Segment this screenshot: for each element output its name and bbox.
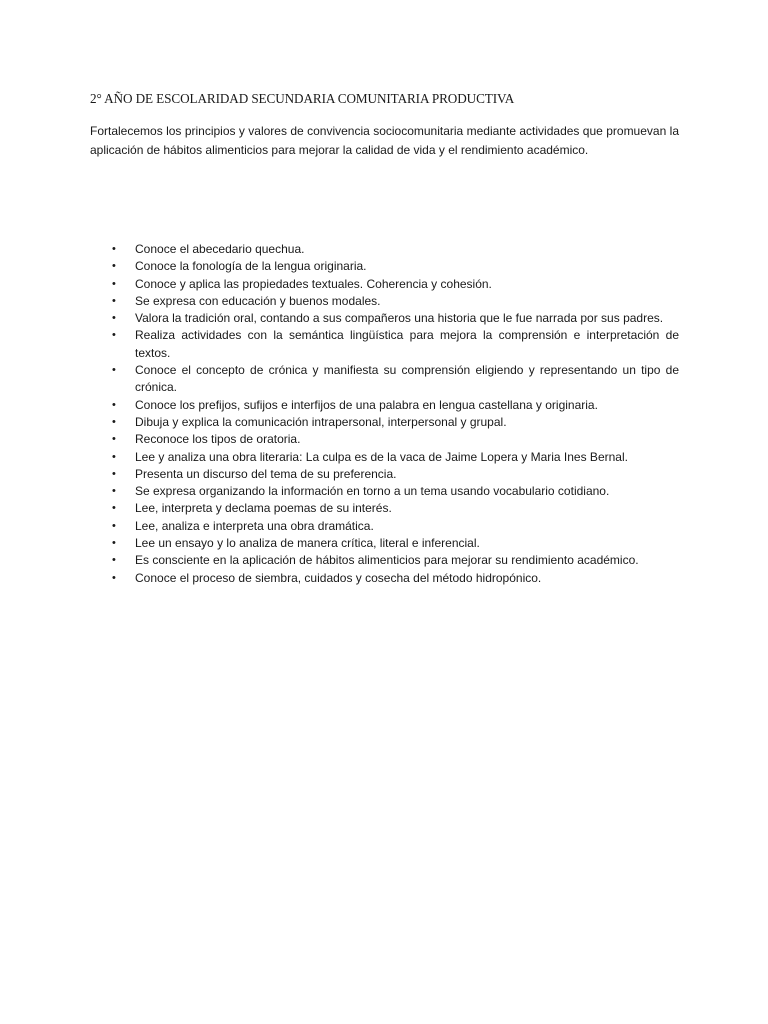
list-item [90, 258, 679, 275]
bullet-icon: • [112, 554, 116, 567]
list-item-text: Conoce el concepto de crónica y manifiesta su comprensión eligiendo y representando un tipo de crónica. [135, 363, 679, 395]
list-item [90, 449, 679, 466]
bullet-icon: • [112, 294, 116, 307]
list-item-text: Lee, analiza e interpreta una obra dramática. [135, 518, 374, 533]
bullet-icon: • [112, 277, 116, 290]
list-item-text: Dibuja y explica la comunicación intrapersonal, interpersonal y grupal. [135, 414, 507, 429]
bullet-icon: • [112, 485, 116, 498]
bullet-icon: • [112, 502, 116, 515]
list-item [90, 241, 679, 258]
bullet-icon: • [112, 364, 116, 377]
list-item-text: Conoce el abecedario quechua. [135, 242, 305, 256]
list-item [90, 362, 679, 397]
list-item-text: Conoce el proceso de siembra, cuidados y cosecha del método hidropónico. [135, 570, 542, 585]
list-item-text: Lee y analiza una obra literaria: La culpa es de la vaca de Jaime Lopera y Maria Ines Bernal. [135, 449, 628, 464]
list-item-text: Conoce la fonología de la lengua originaria. [135, 259, 367, 274]
list-item-text: Realiza actividades con la semántica lingüística para mejora la comprensión e interpretación de textos. [135, 328, 679, 360]
list-item [90, 500, 679, 517]
bullet-icon: • [112, 537, 116, 550]
bullet-icon: • [112, 329, 116, 342]
bullet-icon: • [112, 519, 116, 532]
list-item-text: Presenta un discurso del tema de su preferencia. [135, 466, 397, 481]
list-item [90, 483, 679, 500]
list-item-text: Valora la tradición oral, contando a sus compañeros una historia que le fue narrada por sus padres. [135, 311, 664, 326]
list-item-text: Lee un ensayo y lo analiza de manera crítica, literal e inferencial. [135, 536, 480, 551]
list-item-text: Lee, interpreta y declama poemas de su interés. [135, 501, 392, 516]
bullet-icon: • [112, 243, 116, 255]
list-item-text: Se expresa organizando la información en torno a un tema usando vocabulario cotidiano. [135, 484, 610, 499]
list-item-text: Conoce los prefijos, sufijos e interfijos de una palabra en lengua castellana y originaria. [135, 397, 598, 412]
list-item-text: Conoce y aplica las propiedades textuales. Coherencia y cohesión. [135, 276, 492, 291]
list-item [90, 293, 679, 310]
list-item [90, 431, 679, 448]
list-item [90, 535, 679, 552]
list-item [90, 552, 679, 569]
list-item [90, 570, 679, 587]
bullet-icon: • [112, 467, 116, 480]
list-item [90, 310, 679, 327]
list-item-text: Es consciente en la aplicación de hábitos alimenticios para mejorar su rendimiento académico. [135, 553, 639, 568]
list-item-text: Reconoce los tipos de oratoria. [135, 432, 301, 447]
document-heading: 2° AÑO DE ESCOLARIDAD SECUNDARIA COMUNITARIA PRODUCTIVA [90, 91, 515, 106]
bullet-icon: • [112, 571, 116, 584]
bullet-icon: • [112, 260, 116, 273]
bullet-icon: • [112, 415, 116, 428]
bullet-icon: • [112, 450, 116, 463]
list-item-text: Se expresa con educación y buenos modales. [135, 293, 381, 308]
bullet-icon: • [112, 312, 116, 325]
list-item [90, 397, 679, 414]
list-item [90, 518, 679, 535]
objectives-list [90, 241, 679, 587]
intro-paragraph: Fortalecemos los principios y valores de convivencia sociocomunitaria mediante actividades que promuevan la aplicación de hábitos alimenticios para mejorar la calidad de vida y el rendimiento académico. [90, 124, 679, 157]
list-item [90, 276, 679, 293]
list-item [90, 327, 679, 362]
list-item [90, 466, 679, 483]
bullet-icon: • [112, 433, 116, 446]
bullet-icon: • [112, 398, 116, 411]
list-item [90, 414, 679, 431]
